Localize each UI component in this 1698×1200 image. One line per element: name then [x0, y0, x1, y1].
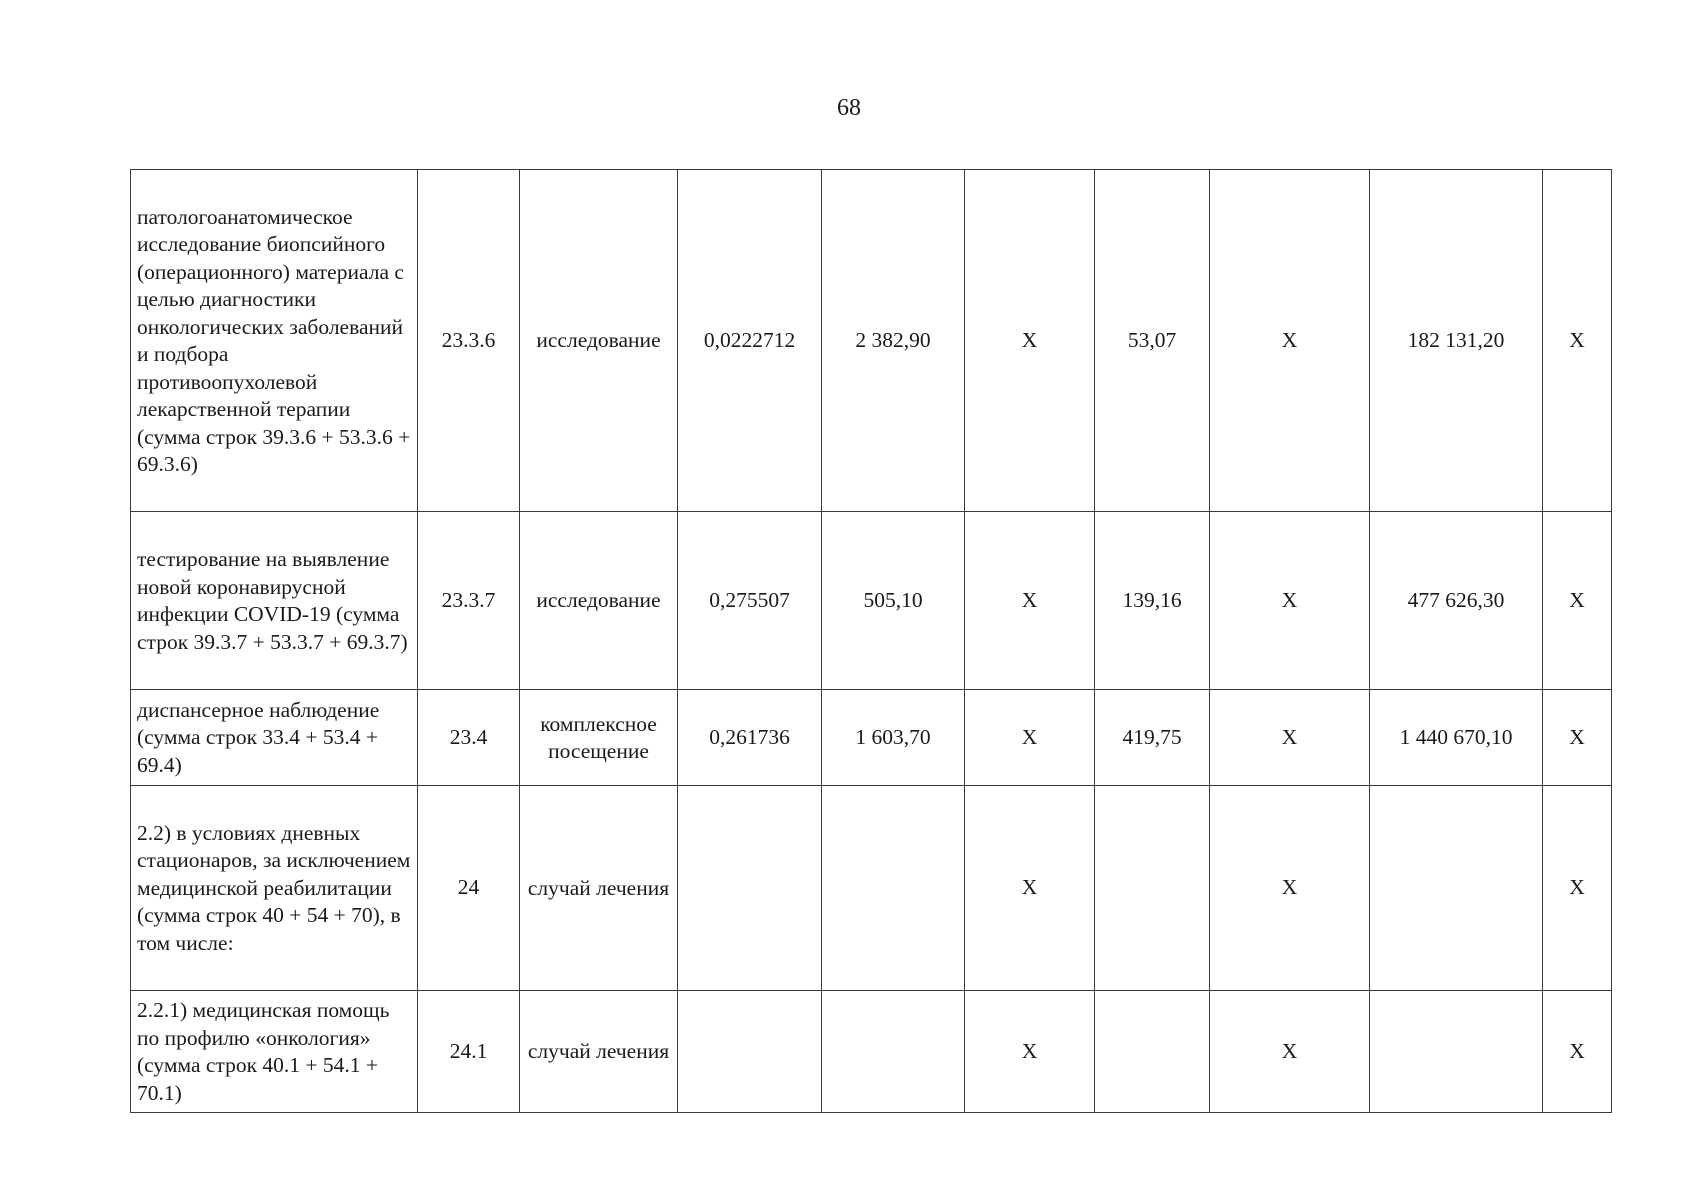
row-name-cell: 2.2.1) медицинская помощь по профилю «онкология» (сумма строк 40.1 + 54.1 + 70.1) — [131, 991, 418, 1113]
row-col6-cell: Х — [965, 786, 1095, 991]
row-col7-cell: 53,07 — [1095, 170, 1210, 512]
row-col6-cell: Х — [965, 170, 1095, 512]
row-col10-cell: Х — [1543, 690, 1612, 786]
row-unit-cell: комплексное посещение — [520, 690, 678, 786]
row-name-cell: диспансерное наблюдение (сумма строк 33.4 + 53.4 + 69.4) — [131, 690, 418, 786]
row-volume-cell: 0,275507 — [678, 512, 822, 690]
row-col7-cell — [1095, 991, 1210, 1113]
row-col6-cell: Х — [965, 991, 1095, 1113]
row-volume-cell — [678, 786, 822, 991]
row-code-cell: 23.3.6 — [418, 170, 520, 512]
row-unit-cell: исследование — [520, 170, 678, 512]
row-col10-cell: Х — [1543, 170, 1612, 512]
row-col6-cell: Х — [965, 512, 1095, 690]
row-col6-cell: Х — [965, 690, 1095, 786]
row-col8-cell: Х — [1210, 991, 1370, 1113]
row-code-cell: 24 — [418, 786, 520, 991]
table-row — [131, 786, 1612, 991]
row-col8-cell: Х — [1210, 512, 1370, 690]
row-col10-cell: Х — [1543, 512, 1612, 690]
row-col9-cell — [1370, 991, 1543, 1113]
row-cost-cell — [822, 991, 965, 1113]
table-row — [131, 170, 1612, 512]
row-col7-cell — [1095, 786, 1210, 991]
row-col8-cell: Х — [1210, 786, 1370, 991]
table-row — [131, 512, 1612, 690]
row-col9-cell — [1370, 786, 1543, 991]
page-number: 68 — [837, 95, 861, 121]
row-unit-cell: исследование — [520, 512, 678, 690]
row-col9-cell: 182 131,20 — [1370, 170, 1543, 512]
row-unit-cell: случай лечения — [520, 786, 678, 991]
row-code-cell: 23.3.7 — [418, 512, 520, 690]
row-name-cell: 2.2) в условиях дневных стационаров, за исключением медицинской реабилитации (сумма строк 40 + 54 + 70), в том числе: — [131, 786, 418, 991]
tariff-table — [130, 169, 1612, 1113]
row-code-cell: 24.1 — [418, 991, 520, 1113]
row-col8-cell: Х — [1210, 690, 1370, 786]
row-name-cell: патологоанатомическое исследование биопсийного (операционного) материала с целью диагностики онкологических заболеваний и подбора противоопухолевой лекарственной терапии (сумма строк 39.3.6 + 53.3.6 + 69.3.6) — [131, 170, 418, 512]
row-cost-cell — [822, 786, 965, 991]
row-cost-cell: 2 382,90 — [822, 170, 965, 512]
row-col10-cell: Х — [1543, 991, 1612, 1113]
row-col7-cell: 419,75 — [1095, 690, 1210, 786]
row-name-cell: тестирование на выявление новой коронавирусной инфекции COVID-19 (сумма строк 39.3.7 + 53.3.7 + 69.3.7) — [131, 512, 418, 690]
row-volume-cell: 0,261736 — [678, 690, 822, 786]
row-col9-cell: 1 440 670,10 — [1370, 690, 1543, 786]
row-volume-cell — [678, 991, 822, 1113]
table-row — [131, 690, 1612, 786]
row-unit-cell: случай лечения — [520, 991, 678, 1113]
row-volume-cell: 0,0222712 — [678, 170, 822, 512]
row-col7-cell: 139,16 — [1095, 512, 1210, 690]
row-col8-cell: Х — [1210, 170, 1370, 512]
row-col10-cell: Х — [1543, 786, 1612, 991]
row-code-cell: 23.4 — [418, 690, 520, 786]
table-row — [131, 991, 1612, 1113]
row-col9-cell: 477 626,30 — [1370, 512, 1543, 690]
row-cost-cell: 1 603,70 — [822, 690, 965, 786]
row-cost-cell: 505,10 — [822, 512, 965, 690]
